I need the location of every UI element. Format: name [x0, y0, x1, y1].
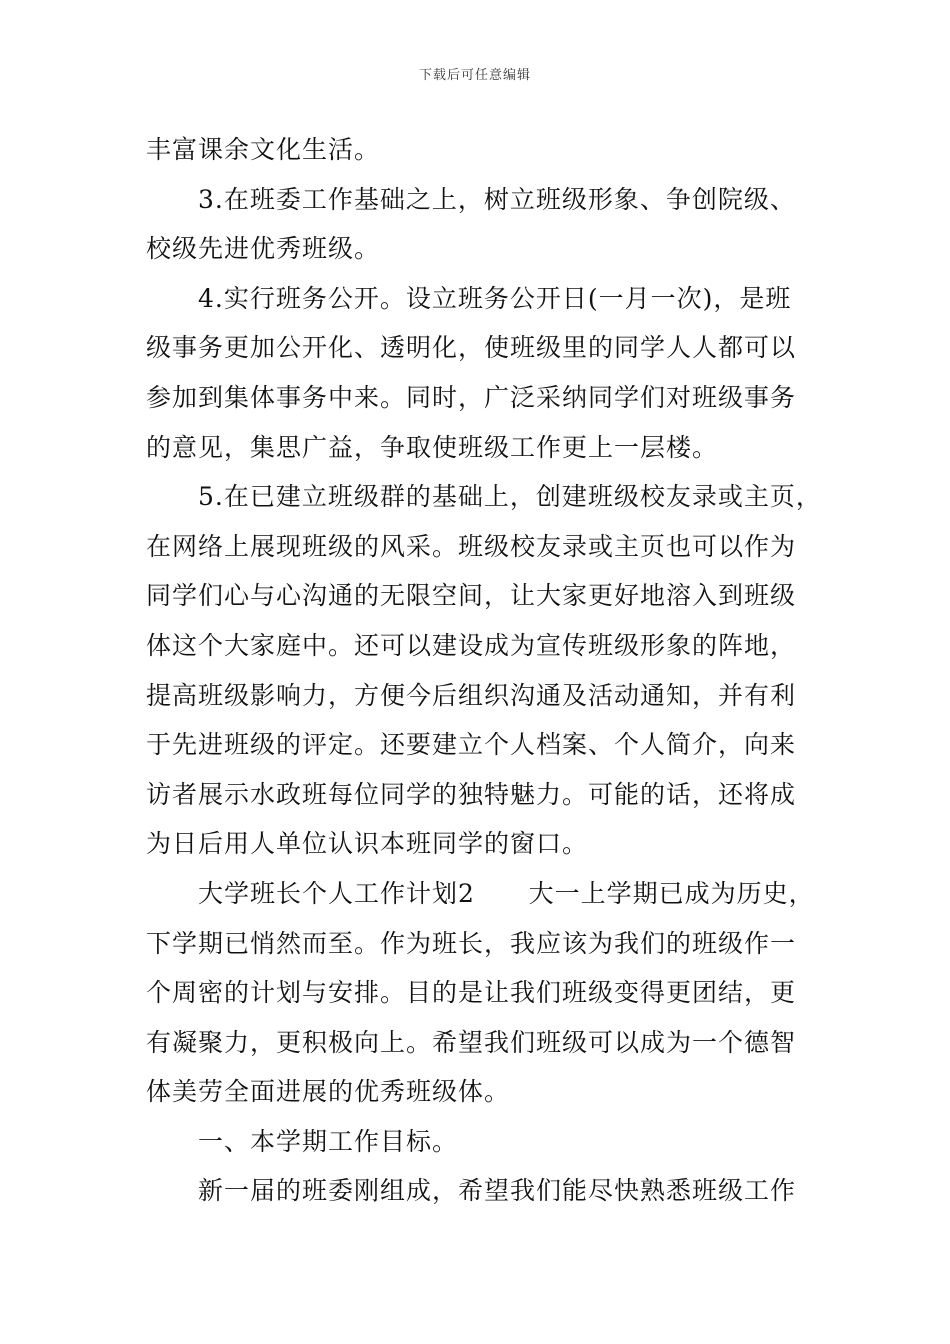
- text-line: 丰富课余文化生活。: [146, 135, 381, 164]
- text-line: 参加到集体事务中来。同时，广泛采纳同学们对班级事务: [146, 382, 797, 412]
- text-line: 3.在班委工作基础之上，树立班级形象、争创院级、: [198, 184, 796, 214]
- text-line: 为日后用人单位认识本班同学的窗口。: [146, 829, 589, 859]
- text-line: 在网络上展现班级的风采。班级校友录或主页也可以作为: [146, 531, 797, 561]
- text-line: 下学期已悄然而至。作为班长，我应该为我们的班级作一: [146, 928, 797, 958]
- text-line: 于先进班级的评定。还要建立个人档案、个人简介，向来: [146, 730, 797, 760]
- text-line: 访者展示水政班每位同学的独特魅力。可能的话，还将成: [146, 779, 797, 809]
- text-line: 新一届的班委刚组成，希望我们能尽快熟悉班级工作: [198, 1176, 797, 1206]
- text-line: 大学班长个人工作计划2 大一上学期已成为历史，: [198, 878, 815, 908]
- text-line: 体美劳全面进展的优秀班级体。: [146, 1077, 511, 1107]
- text-line: 个周密的计划与安排。目的是让我们班级变得更团结，更: [146, 978, 797, 1008]
- page-header-watermark: 下载后可任意编辑: [418, 68, 531, 83]
- text-line: 一、本学期工作目标。: [198, 1126, 459, 1156]
- document-body: [146, 125, 836, 1216]
- text-line: 的意见，集思广益，争取使班级工作更上一层楼。: [146, 432, 719, 462]
- text-line: 4.实行班务公开。设立班务公开日(一月一次)，是班: [198, 283, 792, 313]
- text-line: 体这个大家庭中。还可以建设成为宣传班级形象的阵地，: [146, 630, 797, 660]
- text-line: 5.在已建立班级群的基础上，创建班级校友录或主页，: [198, 482, 822, 512]
- text-line: 同学们心与心沟通的无限空间，让大家更好地溶入到班级: [146, 581, 797, 611]
- text-line: 校级先进优秀班级。: [146, 234, 381, 264]
- text-line: 级事务更加公开化、透明化，使班级里的同学人人都可以: [146, 333, 797, 363]
- text-line: 有凝聚力，更积极向上。希望我们班级可以成为一个德智: [146, 1027, 797, 1057]
- text-line: 提高班级影响力，方便今后组织沟通及活动通知，并有利: [146, 680, 797, 710]
